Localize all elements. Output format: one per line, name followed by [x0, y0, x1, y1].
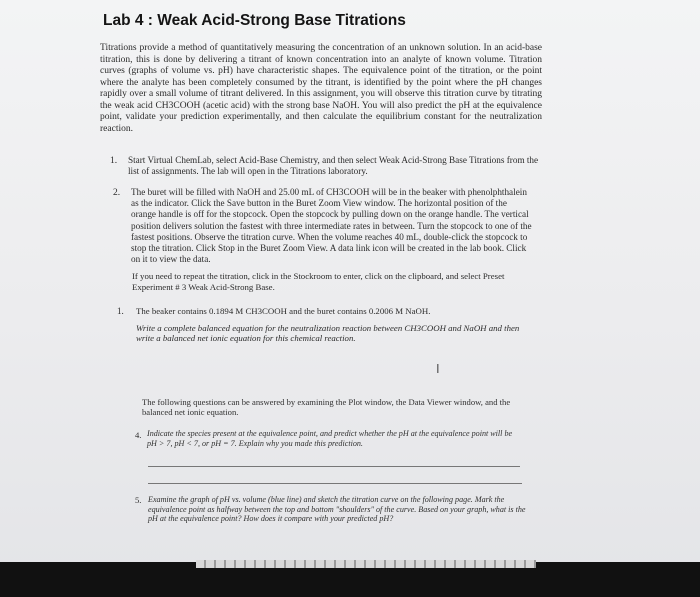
- question-5-text: Examine the graph of pH vs. volume (blue line) and sketch the titration curve on the following page. Mark the equivalence point as halfway between the top and bottom "shoulders" of the curve. Based on your graph, what is the pH at the equivalence point? How does it compare with your predicted pH?: [148, 495, 526, 524]
- following-questions-note: The following questions can be answered by examining the Plot window, the Data Viewer window, and the balanced net ionic equation.: [142, 397, 511, 418]
- question-1-instruction: Write a complete balanced equation for the neutralization reaction between CH3COOH and NaOH and then write a balanced net ionic equation for this chemical reaction.: [136, 323, 520, 344]
- text-cursor: I: [436, 361, 440, 376]
- step-1-text: Start Virtual ChemLab, select Acid-Base Chemistry, and then select Weak Acid-Strong Base Titrations from the list of assignments. The lab will open in the Titrations laboratory.: [128, 155, 539, 177]
- question-4-number: 4.: [135, 430, 142, 440]
- intro-paragraph: Titrations provide a method of quantitatively measuring the concentration of an unknown solution. In an acid-base titration, this is done by delivering a titrant of known concentration into an analyte of known volume. Titration curves (graphs of volume vs. pH) have characteristic shapes. The equivalence point of the titration, or the point where the analyte has been completely consumed by the titrant, is identified by the point where the pH changes rapidly over a small volume of titrant delivered. In this assignment, you will observe this titration curve by titrating the weak acid CH3COOH (acetic acid) with the strong base NaOH. You will also predict the pH at the equivalence point, validate your prediction experimentally, and then calculate the equilibrium constant for the neutralization reaction.: [100, 43, 542, 134]
- step-2-number: 2.: [113, 188, 121, 198]
- step-1-number: 1.: [110, 156, 118, 166]
- bottom-edge-strip: [196, 560, 536, 568]
- answer-line-1: [148, 466, 520, 467]
- question-1-text: The beaker contains 0.1894 M CH3COOH and the buret contains 0.2006 M NaOH.: [136, 306, 431, 316]
- question-1-number: 1.: [117, 306, 124, 316]
- step-2-text: The buret will be filled with NaOH and 25.00 mL of CH3COOH will be in the beaker with phenolphthalein as the indicator. Click the Save button in the Buret Zoom View window. The horizontal position of the orange handle is off for the stopcock. Open the stopcock by pulling down on the orange handle. The vertical position delivers solution the fastest with three intermediate rates in between. Turn the stopcock to one of the fastest positions. Observe the titration curve. When the volume reaches 40 mL, double-click the stopcock to stop the titration. Click Stop in the Buret Zoom View. A data link icon will be created in the lab book. Click on it to view the data.: [131, 187, 532, 265]
- answer-line-2: [148, 483, 522, 484]
- question-5-number: 5.: [135, 495, 142, 505]
- document-title: Lab 4 : Weak Acid-Strong Base Titrations: [103, 12, 406, 29]
- repeat-note: If you need to repeat the titration, click in the Stockroom to enter, click on the clipboard, and select Preset Experiment # 3 Weak Acid-Strong Base.: [132, 271, 505, 292]
- question-4-text: Indicate the species present at the equivalence point, and predict whether the pH at the equivalence point will be pH > 7, pH < 7, or pH = 7. Explain why you made this prediction.: [147, 429, 513, 448]
